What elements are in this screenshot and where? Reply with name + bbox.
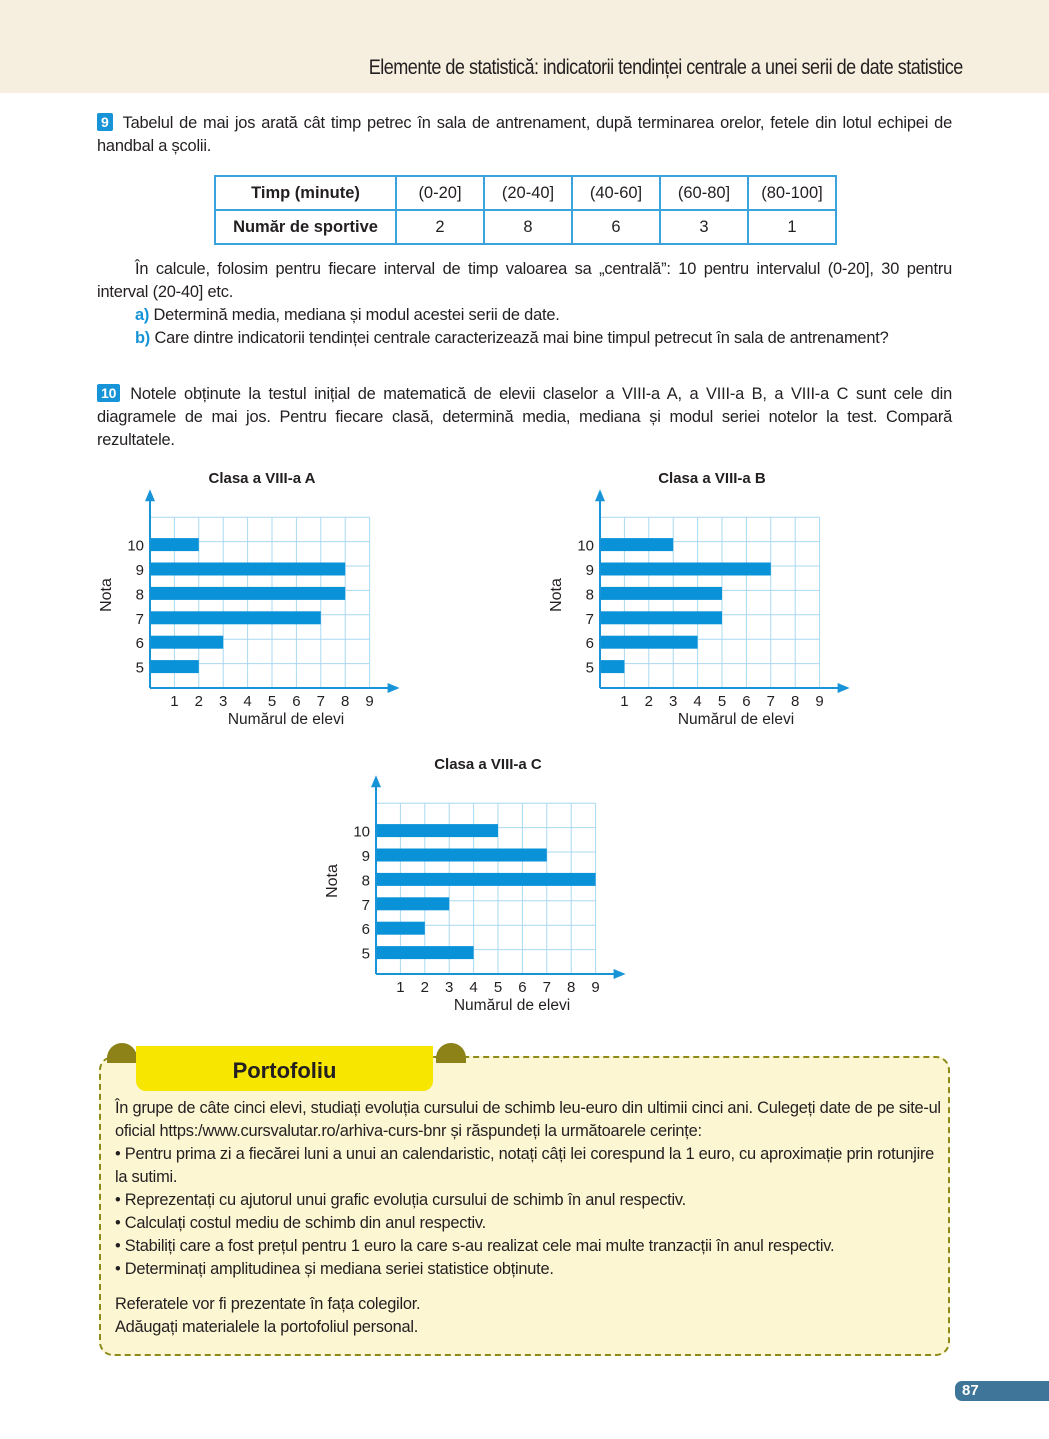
x-tick-label: 8 (341, 693, 350, 710)
x-tick-label: 1 (620, 693, 629, 710)
bar-10 (150, 538, 199, 551)
x-tick-label: 4 (469, 979, 478, 996)
table-cell: (20-40] (484, 176, 572, 210)
x-tick-label: 6 (742, 693, 751, 710)
y-tick-label: 9 (135, 562, 144, 579)
portfolio-title: Portofoliu (136, 1046, 433, 1091)
table-row-header: Timp (minute) (215, 176, 396, 210)
chart-title: Clasa a VIII-a C (434, 756, 542, 773)
x-tick-label: 4 (243, 693, 252, 710)
y-tick-label: 7 (135, 610, 144, 628)
y-tick-label: 6 (585, 635, 594, 653)
bar-8 (376, 873, 596, 886)
x-axis-arrow-icon (388, 683, 400, 693)
bar-9 (150, 563, 345, 576)
x-tick-label: 3 (219, 693, 228, 710)
exercise-10-text: 10 Notele obținute la testul inițial de matematică de elevii claselor a VIII-a A, a VIII-a B, a VIII-a C sunt cele din diagramele de mai jos. Pentru fiecare clasă, determină media, mediana și modul seriei notelor la test. Compară rezultatele. (97, 385, 952, 449)
y-tick-label: 8 (135, 586, 144, 604)
chart-class-c (316, 748, 646, 1023)
x-tick-label: 2 (420, 979, 429, 996)
y-tick-label: 10 (353, 823, 370, 841)
x-tick-label: 3 (669, 693, 678, 710)
y-tick-label: 9 (361, 848, 370, 865)
table-cell: (40-60] (572, 176, 660, 210)
x-tick-label: 6 (292, 693, 301, 710)
y-axis-label: Nota (98, 578, 115, 612)
bar-9 (376, 849, 547, 862)
table-row (215, 176, 836, 210)
exercise-number-badge: 10 (97, 384, 120, 402)
x-tick-label: 7 (316, 693, 325, 710)
x-tick-label: 5 (493, 979, 503, 996)
portfolio-bullet: • Determinați amplitudinea și mediana seriei statistice obținute. (115, 1260, 554, 1278)
x-tick-label: 4 (693, 693, 702, 710)
x-axis-arrow-icon (614, 969, 626, 979)
y-axis-arrow-icon (595, 489, 605, 501)
portfolio-bullet: • Pentru prima zi a fiecărei luni a unui an calendaristic, notați câți lei corespund la 1 euro, cu aproximație prin rotunjire la sutimi. (115, 1145, 935, 1186)
bar-6 (600, 636, 698, 649)
part-a-label: a) (135, 306, 150, 324)
y-tick-label: 10 (577, 537, 594, 555)
table-cell: 2 (396, 210, 484, 244)
portfolio-bullet: • Reprezentați cu ajutorul unui grafic evoluția cursului de schimb în anul respectiv. (115, 1191, 686, 1209)
bar-7 (600, 611, 722, 624)
portfolio-closing: Adăugați materialele la portofoliul personal. (115, 1318, 419, 1336)
chart-title: Clasa a VIII-a A (208, 470, 316, 487)
bar-5 (150, 660, 199, 673)
y-tick-label: 6 (361, 921, 370, 939)
portfolio-bullet: • Calculați costul mediu de schimb din anul respectiv. (115, 1214, 486, 1232)
x-tick-label: 3 (445, 979, 454, 996)
portfolio-closing: Referatele vor fi prezentate în fața colegilor. (115, 1295, 421, 1313)
exercise-9-intro: 9 Tabelul de mai jos arată cât timp petrec în sala de antrenament, după terminarea orelor, fetele din lotul echipei de handbal a școlii. (97, 114, 952, 155)
bar-10 (600, 538, 673, 551)
x-axis-arrow-icon (838, 683, 850, 693)
x-tick-label: 8 (791, 693, 800, 710)
tab-knob-right (436, 1043, 466, 1063)
bar-7 (376, 897, 449, 910)
y-tick-label: 6 (135, 635, 144, 653)
y-tick-label: 5 (585, 659, 594, 677)
table-row-header: Număr de sportive (215, 210, 396, 244)
table-cell: (80-100] (748, 176, 836, 210)
x-tick-label: 6 (518, 979, 527, 996)
x-axis-label: Numărul de elevi (227, 711, 345, 728)
chart-svg (90, 462, 420, 732)
exercise-number-badge: 9 (97, 113, 113, 131)
exercise-9-note: În calcule, folosim pentru fiecare interval de timp valoarea sa „centrală”: 10 pentru intervalul (0-20], 30 pentru interval (20-40] etc. (97, 260, 952, 301)
exercise-9-part-b: b) Care dintre indicatorii tendinței centrale caracterizează mai bine timpul petrecut în sala de antrenament? (135, 329, 889, 347)
bar-8 (600, 587, 722, 600)
y-tick-label: 8 (585, 586, 594, 604)
bar-9 (600, 563, 771, 576)
bar-6 (376, 922, 425, 935)
bar-7 (150, 611, 321, 624)
part-b-label: b) (135, 329, 151, 347)
table-cell: 6 (572, 210, 660, 244)
y-tick-label: 10 (127, 537, 144, 555)
tab-knob-left (107, 1043, 137, 1063)
chart-svg (316, 748, 646, 1018)
chart-class-b (540, 462, 870, 737)
y-tick-label: 8 (361, 872, 370, 890)
y-axis-label: Nota (548, 578, 565, 612)
table-row (215, 210, 836, 244)
y-axis-arrow-icon (145, 489, 155, 501)
x-tick-label: 7 (542, 979, 551, 996)
x-tick-label: 9 (815, 693, 824, 710)
chart-class-a (90, 462, 420, 737)
exercise-9-part-a: a) Determină media, mediana și modul acestei serii de date. (135, 306, 560, 324)
x-axis-label: Numărul de elevi (453, 997, 571, 1014)
x-tick-label: 7 (766, 693, 775, 710)
bar-8 (150, 587, 345, 600)
frequency-table (214, 175, 837, 245)
bar-10 (376, 824, 498, 837)
chart-svg (540, 462, 870, 732)
x-tick-label: 9 (365, 693, 374, 710)
x-tick-label: 5 (267, 693, 277, 710)
x-tick-label: 9 (591, 979, 600, 996)
x-tick-label: 8 (567, 979, 576, 996)
page-number: 87 (955, 1381, 1049, 1401)
bar-5 (600, 660, 624, 673)
table-cell: 1 (748, 210, 836, 244)
table-cell: (60-80] (660, 176, 748, 210)
x-tick-label: 2 (644, 693, 653, 710)
chapter-title: Elemente de statistică: indicatorii tendinței centrale a unei serii de date statistice (368, 56, 963, 79)
portfolio-bullet: • Stabiliți care a fost prețul pentru 1 euro la care s-au realizat cele mai multe tranzacții în anul respectiv. (115, 1237, 835, 1255)
y-axis-arrow-icon (371, 775, 381, 787)
y-tick-label: 5 (135, 659, 144, 677)
x-tick-label: 5 (717, 693, 727, 710)
y-tick-label: 7 (585, 610, 594, 628)
y-tick-label: 5 (361, 945, 370, 963)
bar-5 (376, 946, 474, 959)
table-cell: (0-20] (396, 176, 484, 210)
bar-6 (150, 636, 223, 649)
x-tick-label: 1 (396, 979, 405, 996)
x-axis-label: Numărul de elevi (677, 711, 795, 728)
table-cell: 8 (484, 210, 572, 244)
table-cell: 3 (660, 210, 748, 244)
y-axis-label: Nota (324, 864, 341, 898)
portfolio-intro: În grupe de câte cinci elevi, studiați evoluția cursului de schimb leu-euro din ultimii cinci ani. Culegeți date de pe site-ul oficial https:/www.cursvalutar.ro/arhiva-curs-bnr și răspundeți la următoarele cerințe: (115, 1099, 941, 1140)
y-tick-label: 9 (585, 562, 594, 579)
x-tick-label: 1 (170, 693, 179, 710)
x-tick-label: 2 (194, 693, 203, 710)
chart-title: Clasa a VIII-a B (658, 470, 766, 487)
y-tick-label: 7 (361, 896, 370, 914)
